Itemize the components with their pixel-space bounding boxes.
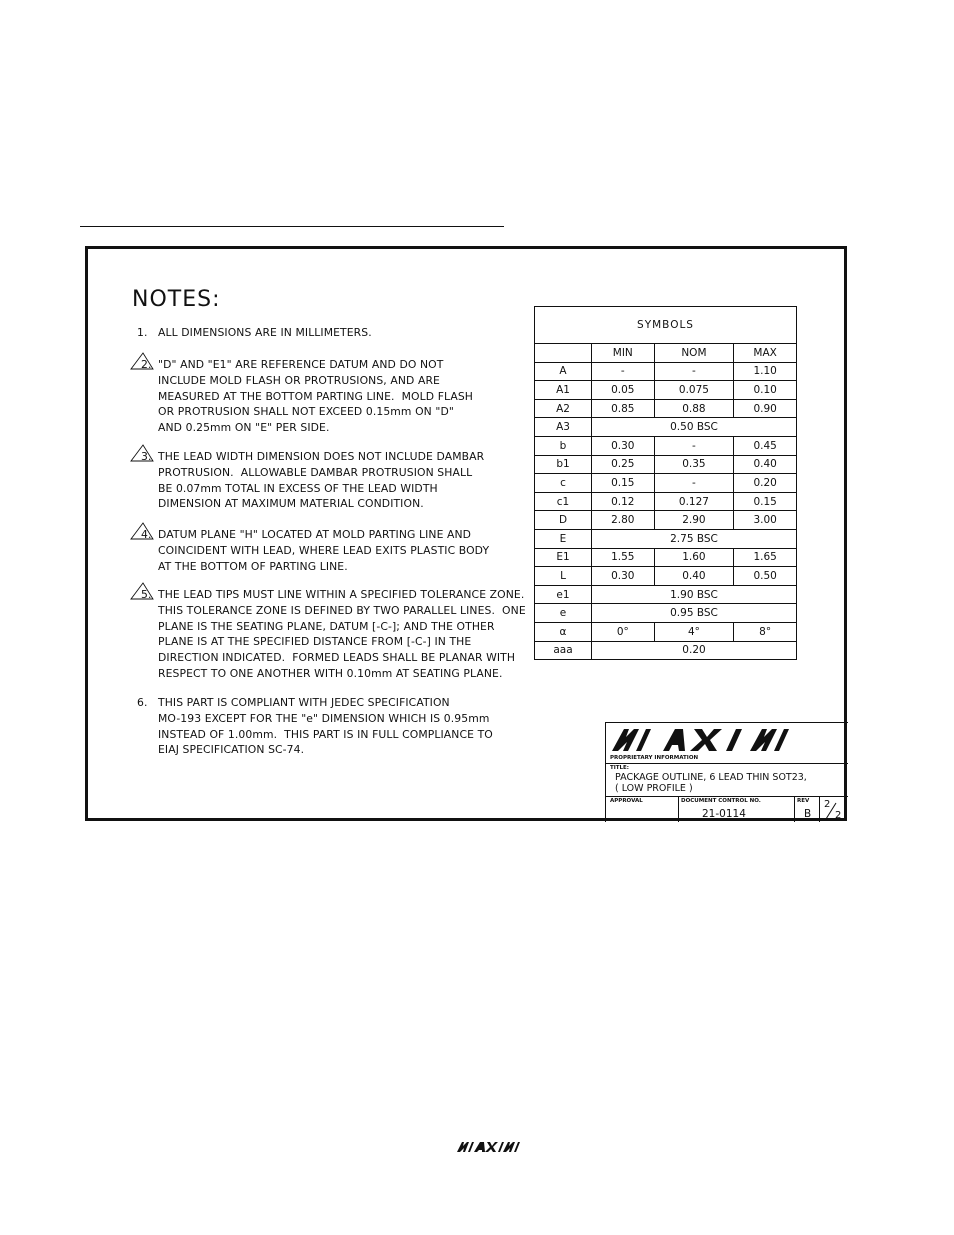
min-cell: 0.85	[592, 399, 655, 418]
table-row	[535, 604, 797, 623]
max-cell: 0.45	[734, 436, 797, 455]
symbol-cell: b1	[535, 455, 592, 474]
nom-cell: 0.127	[654, 492, 734, 511]
column-header: MAX	[734, 344, 797, 363]
rev-label: REV	[797, 798, 810, 804]
min-cell: 0.30	[592, 567, 655, 586]
symbol-cell: e1	[535, 585, 592, 604]
symbol-cell: b	[535, 436, 592, 455]
column-header: NOM	[654, 344, 734, 363]
max-cell: 0.50	[734, 567, 797, 586]
max-cell: 1.10	[734, 362, 797, 381]
bsc-value-cell: 2.75 BSC	[592, 529, 797, 548]
table-header-row	[535, 307, 797, 344]
doc-control-label: DOCUMENT CONTROL NO.	[681, 798, 761, 804]
table-row	[535, 399, 797, 418]
note-text: ALL DIMENSIONS ARE IN MILLIMETERS.	[158, 326, 372, 339]
symbol-cell: aaa	[535, 641, 592, 660]
nom-cell: 0.40	[654, 567, 734, 586]
revision-value: B	[804, 808, 812, 820]
title-block	[605, 722, 848, 822]
symbol-cell: A3	[535, 418, 592, 437]
table-row	[535, 567, 797, 586]
max-cell: 0.90	[734, 399, 797, 418]
sheet-number: 2	[824, 799, 831, 810]
column-header: MIN	[592, 344, 655, 363]
min-cell: 0.25	[592, 455, 655, 474]
symbol-cell: c	[535, 474, 592, 493]
drawing-frame	[85, 246, 847, 821]
table-row	[535, 455, 797, 474]
notes-heading: NOTES:	[132, 287, 221, 312]
top-rule	[80, 226, 504, 227]
symbol-cell: L	[535, 567, 592, 586]
min-cell: -	[592, 362, 655, 381]
bsc-value-cell: 0.50 BSC	[592, 418, 797, 437]
min-cell: 1.55	[592, 548, 655, 567]
sheet-total: 2	[835, 810, 842, 821]
symbol-cell: A	[535, 362, 592, 381]
table-row	[535, 418, 797, 437]
note-text: THE LEAD TIPS MUST LINE WITHIN A SPECIFIED TOLERANCE ZONE. THIS TOLERANCE ZONE IS DEFINED BY TWO PARALLEL LINES. ONE PLANE IS THE SEATING PLANE, DATUM [-C-]; AND THE OTHER PLANE IS AT THE SPECIFIED DISTANCE FROM [-C-] IN THE DIRECTION INDICATED. FORMED LEADS SHALL BE PLANAR WITH RESPECT TO ONE ANOTHER WITH 0.10mm AT SEATING PLANE.	[158, 588, 526, 680]
table-row	[535, 622, 797, 641]
bsc-value-cell: 0.20	[592, 641, 797, 660]
table-row	[535, 548, 797, 567]
title-block-divider	[678, 796, 679, 822]
bsc-value-cell: 0.95 BSC	[592, 604, 797, 623]
nom-cell: -	[654, 474, 734, 493]
title-label: TITLE:	[610, 765, 630, 771]
proprietary-label: PROPRIETARY INFORMATION	[610, 755, 699, 761]
table-row	[535, 585, 797, 604]
nom-cell: 2.90	[654, 511, 734, 530]
nom-cell: -	[654, 362, 734, 381]
symbol-cell: A2	[535, 399, 592, 418]
table-row	[535, 362, 797, 381]
bsc-value-cell: 1.90 BSC	[592, 585, 797, 604]
dimensions-table	[534, 306, 797, 660]
nom-cell: 4°	[654, 622, 734, 641]
max-cell: 0.20	[734, 474, 797, 493]
note-number: 2.	[141, 358, 152, 371]
symbol-cell: E1	[535, 548, 592, 567]
title-block-divider	[606, 796, 848, 797]
table-row	[535, 529, 797, 548]
nom-cell: 1.60	[654, 548, 734, 567]
table-row	[535, 511, 797, 530]
drawing-title: PACKAGE OUTLINE, 6 LEAD THIN SOT23, ( LOW PROFILE )	[615, 772, 807, 794]
min-cell: 0.12	[592, 492, 655, 511]
min-cell: 2.80	[592, 511, 655, 530]
note-item	[141, 357, 474, 436]
note-number: 4.	[141, 528, 152, 541]
max-cell: 0.40	[734, 455, 797, 474]
symbol-cell: A1	[535, 381, 592, 400]
symbols-header: SYMBOLS	[535, 307, 797, 344]
table-row	[535, 492, 797, 511]
symbol-cell: e	[535, 604, 592, 623]
note-item	[141, 587, 526, 682]
max-cell: 3.00	[734, 511, 797, 530]
blank-header-cell	[535, 344, 592, 363]
nom-cell: 0.88	[654, 399, 734, 418]
note-text: THIS PART IS COMPLIANT WITH JEDEC SPECIFICATION MO-193 EXCEPT FOR THE "e" DIMENSION WHICH IS 0.95mm INSTEAD OF 1.00mm. THIS PART IS IN FULL COMPLIANCE TO EIAJ SPECIFICATION SC-74.	[158, 696, 493, 757]
note-item	[141, 449, 485, 512]
min-cell: 0.30	[592, 436, 655, 455]
title-block-divider	[606, 763, 848, 764]
note-number: 1.	[137, 326, 148, 339]
note-item	[137, 695, 493, 758]
nom-cell: 0.075	[654, 381, 734, 400]
max-cell: 0.15	[734, 492, 797, 511]
nom-cell: -	[654, 436, 734, 455]
note-number: 5.	[141, 588, 152, 601]
symbol-cell: α	[535, 622, 592, 641]
symbol-cell: E	[535, 529, 592, 548]
column-header-row	[535, 344, 797, 363]
table-row	[535, 474, 797, 493]
symbol-cell: D	[535, 511, 592, 530]
note-item	[141, 527, 490, 574]
approval-label: APPROVAL	[610, 798, 643, 804]
doc-control-number: 21-0114	[702, 808, 746, 820]
min-cell: 0°	[592, 622, 655, 641]
note-text: THE LEAD WIDTH DIMENSION DOES NOT INCLUDE DAMBAR PROTRUSION. ALLOWABLE DAMBAR PROTRUSION SHALL BE 0.07mm TOTAL IN EXCESS OF THE LEAD WIDTH DIMENSION AT MAXIMUM MATERIAL CONDITION.	[158, 450, 485, 511]
max-cell: 0.10	[734, 381, 797, 400]
note-text: "D" AND "E1" ARE REFERENCE DATUM AND DO NOT INCLUDE MOLD FLASH OR PROTRUSIONS, AND ARE MEASURED AT THE BOTTOM PARTING LINE. MOLD FLASH OR PROTRUSION SHALL NOT EXCEED 0.15mm ON "D" AND 0.25mm ON "E" PER SIDE.	[158, 358, 474, 435]
title-block-divider	[794, 796, 795, 822]
note-item	[137, 325, 372, 341]
min-cell: 0.15	[592, 474, 655, 493]
note-text: DATUM PLANE "H" LOCATED AT MOLD PARTING LINE AND COINCIDENT WITH LEAD, WHERE LEAD EXITS PLASTIC BODY AT THE BOTTOM OF PARTING LINE.	[158, 528, 490, 573]
table-row	[535, 436, 797, 455]
max-cell: 1.65	[734, 548, 797, 567]
footer-maxim-logo	[456, 1139, 520, 1153]
note-number: 3.	[141, 450, 152, 463]
min-cell: 0.05	[592, 381, 655, 400]
nom-cell: 0.35	[654, 455, 734, 474]
symbol-cell: c1	[535, 492, 592, 511]
table-row	[535, 641, 797, 660]
note-number: 6.	[137, 696, 148, 709]
max-cell: 8°	[734, 622, 797, 641]
table-row	[535, 381, 797, 400]
